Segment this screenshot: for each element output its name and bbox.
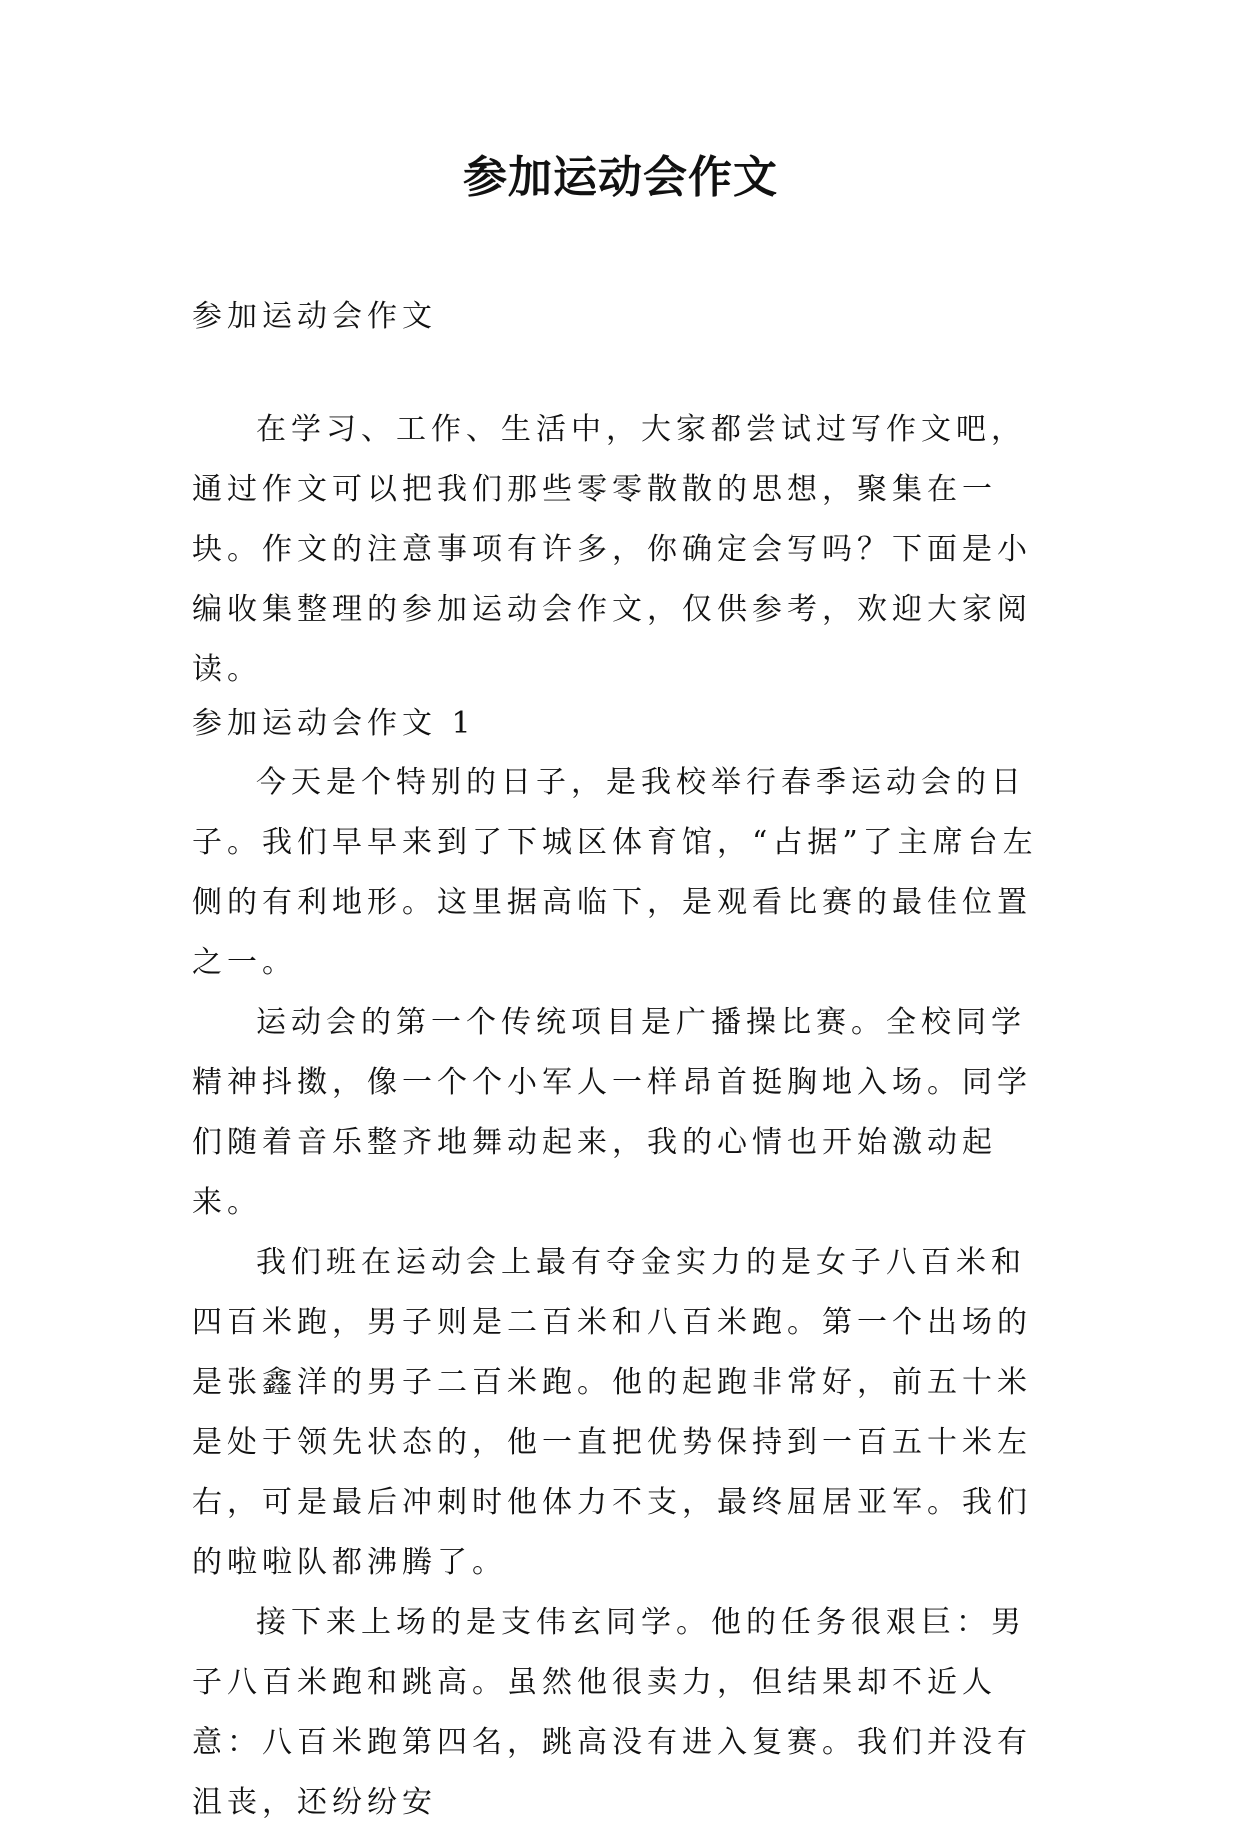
document-title: 参加运动会作文 (463, 152, 778, 203)
essay-paragraph-1: 今天是个特别的日子，是我校举行春季运动会的日子。我们早早来到了下城区体育馆，“占据”了主席台左侧的有利地形。这里据高临下，是观看比赛的最佳位置之一。 (192, 765, 1038, 980)
intro-paragraph: 在学习、工作、生活中，大家都尝试过写作文吧，通过作文可以把我们那些零零散散的思想，聚集在一块。作文的注意事项有许多，你确定会写吗？下面是小编收集整理的参加运动会作文，仅供参考，欢迎大家阅读。 (192, 412, 1032, 687)
essay-body (192, 753, 1050, 1833)
essay-paragraph-3: 我们班在运动会上最有夺金实力的是女子八百米和四百米跑，男子则是二百米和八百米跑。第一个出场的是张鑫洋的男子二百米跑。他的起跑非常好，前五十米是处于领先状态的，他一直把优势保持到一百五十米左右，可是最后冲刺时他体力不支，最终屈居亚军。我们的啦啦队都沸腾了。 (192, 1245, 1032, 1580)
essay-paragraph-2: 运动会的第一个传统项目是广播操比赛。全校同学精神抖擞，像一个个小军人一样昂首挺胸地入场。同学们随着音乐整齐地舞动起来，我的心情也开始激动起来。 (192, 1005, 1032, 1220)
section-heading: 参加运动会作文 1 (192, 706, 476, 741)
essay-paragraph-4: 接下来上场的是支伟玄同学。他的任务很艰巨：男子八百米跑和跳高。虽然他很卖力，但结果却不近人意：八百米跑第四名，跳高没有进入复赛。我们并没有沮丧，还纷纷安 (192, 1605, 1032, 1820)
document-subtitle: 参加运动会作文 (192, 299, 437, 334)
